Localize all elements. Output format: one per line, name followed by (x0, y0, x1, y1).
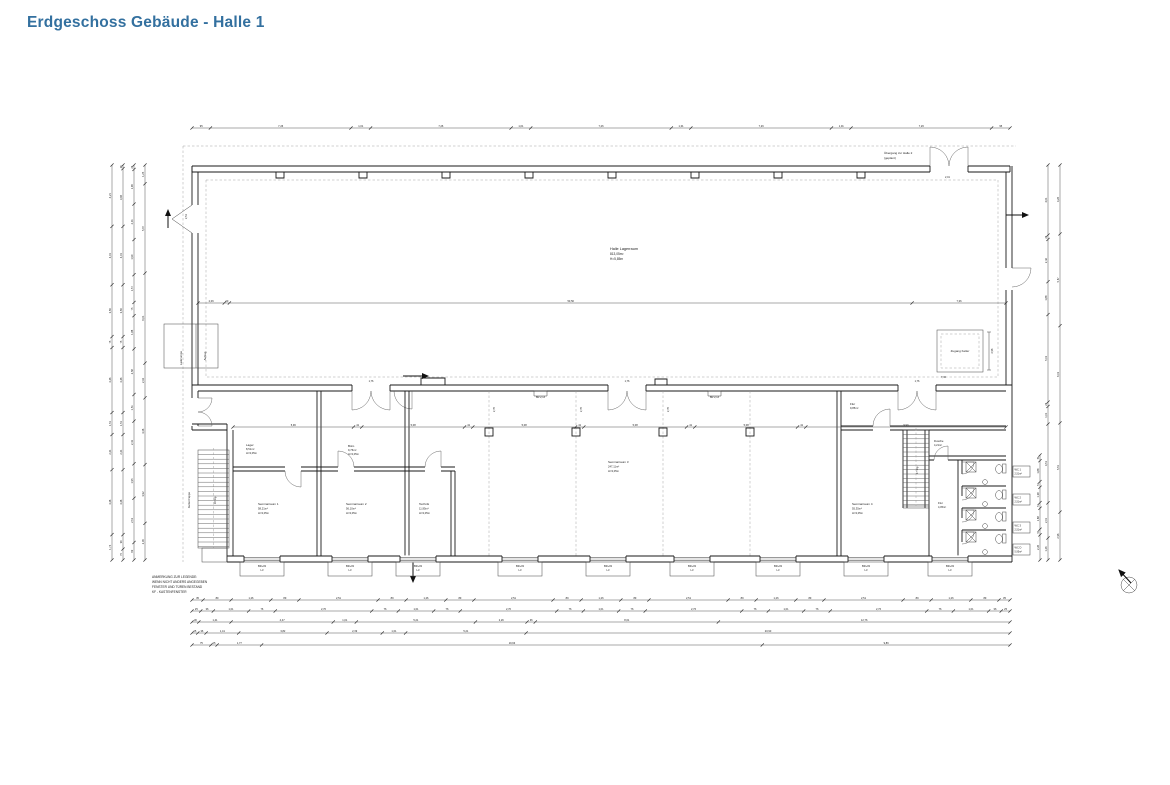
svg-text:H=3,05m: H=3,05m (346, 512, 357, 515)
dim-label: 4,46 (119, 377, 123, 383)
window-label: L3 (776, 569, 780, 572)
dock-right-label: Aufzug (203, 351, 207, 361)
dim-label: 2,96 (1056, 533, 1060, 539)
legend-line1: ANMERKUNG ZUR LEGENDE: (152, 575, 198, 579)
dim-label: 25 (194, 607, 198, 611)
dim-label: 12,76 (860, 618, 868, 622)
dim-label: 75 (199, 641, 203, 645)
window-label: BR+03 (945, 565, 955, 568)
svg-text:H=3,05m: H=3,05m (608, 470, 619, 473)
wc-box-area: 2,51m² (1014, 500, 1022, 504)
dim-label: 36 (529, 618, 533, 622)
wc-annotations (1013, 466, 1030, 555)
svg-text:Dusche: Dusche (934, 439, 944, 443)
svg-text:11,95m²: 11,95m² (419, 507, 429, 511)
dim-label: 2,76 (690, 607, 697, 611)
room-label-sem4 (852, 502, 873, 515)
dim-label: 1,51 (119, 421, 123, 427)
dim-label: 2,41 (119, 449, 123, 455)
dim-label: 2,51 (685, 596, 692, 600)
dim-label: 1,95 (130, 478, 134, 484)
window-label: L3 (260, 569, 264, 572)
dim-label: 25 (212, 641, 216, 645)
room-label-buero (348, 444, 360, 456)
dim-label: 7,26 (758, 124, 764, 128)
svg-text:Büro: Büro (348, 444, 355, 448)
dim-chain-bottom-2 (190, 607, 1011, 613)
dim-label: 4,46 (108, 499, 112, 505)
dim-label: 2,41 (130, 439, 134, 445)
dim-label: 6,01 (1056, 371, 1060, 377)
dim-label: 1,01 (342, 618, 348, 622)
window-label: L3 (606, 569, 610, 572)
dim-label: 1,01 (518, 124, 524, 128)
hall-height: H=5,85m (610, 257, 624, 261)
wc-box-area: 2,51m² (1014, 472, 1022, 476)
dim-label: 35 (1003, 596, 1006, 600)
dim-label: 25 (193, 629, 197, 633)
dim-label: 41 (467, 423, 471, 427)
dim-label: 36 (993, 607, 997, 611)
dim-label: 99 (130, 549, 134, 553)
dim-label: 89 (565, 596, 569, 600)
dim-label: 41 (800, 423, 804, 427)
svg-text:56,10m²: 56,10m² (346, 507, 356, 511)
dim-chain-bottom-1 (190, 596, 1011, 602)
dim-label: 75 (119, 340, 123, 344)
dim-chain-top (190, 124, 1011, 130)
hall-area: 813,05m² (610, 252, 624, 256)
dim-label: 89 (283, 596, 287, 600)
dim-label: 1,26 (773, 596, 779, 600)
window-label: L3 (348, 569, 352, 572)
svg-text:247,11m²: 247,11m² (608, 465, 620, 469)
dim-label: 76 (815, 607, 819, 611)
dim-label: 3,56 (119, 308, 123, 314)
dim-label: 5,51 (1056, 464, 1060, 471)
dim-label: 2,76 (505, 607, 512, 611)
svg-text:Flur: Flur (938, 501, 943, 505)
window-label: BR+03 (861, 565, 871, 568)
dim-label: 41 (689, 423, 693, 427)
dim-label: 4,01 (1044, 197, 1048, 203)
dim-label: 76 (938, 607, 942, 611)
window-label: BR+03 (257, 565, 267, 568)
dim-label: 2,51 (510, 596, 517, 600)
wc-box-label: WC 1 (1014, 468, 1021, 472)
window-label: BR+03 (603, 565, 613, 568)
dim-label: 1,25 (141, 171, 145, 177)
uebergang-note (185, 151, 950, 219)
svg-text:H=3,05m: H=3,05m (258, 512, 269, 515)
dim-label: 1,96 (130, 184, 134, 190)
dim-label: 2,58 (130, 369, 134, 375)
window-label: L3 (948, 569, 952, 572)
dim-label: 1,26 (423, 596, 429, 600)
top-door-dim: 2,01 (945, 176, 950, 179)
stair-left-note: 16 Stg. (214, 496, 217, 504)
dim-label: 5,08 (632, 423, 638, 427)
dim-label: 1,01 (413, 607, 419, 611)
dim-label: 51 (1036, 503, 1040, 507)
svg-text:Lager: Lager (246, 443, 254, 447)
dim-label: 51 (1036, 530, 1040, 534)
dim-label: 36 (205, 607, 209, 611)
zugang-keller (937, 330, 994, 379)
dim-label: 4,01 (119, 253, 123, 259)
dim-label: 2,26 (498, 618, 504, 622)
window-label: BR+03 (515, 565, 525, 568)
dim-label: 2,01 (1044, 517, 1048, 523)
dim-chain-right-1 (1044, 163, 1050, 561)
stair-left-landing (202, 548, 227, 562)
dim-chain-left-1 (108, 163, 114, 561)
room-label-technik (419, 502, 431, 515)
dim-label: 89 (458, 596, 462, 600)
dim-label: 41 (578, 423, 582, 427)
dim-label: 75 (119, 553, 123, 556)
dim-label: 36 (200, 629, 204, 633)
window-label: L3 (690, 569, 694, 572)
dim-label: 1,01 (783, 607, 789, 611)
dim-label: 2,45 (141, 539, 145, 545)
wc-box-area: 2,51m² (1014, 528, 1022, 532)
room-label-dusche (934, 439, 944, 447)
dim-label: 76 (568, 607, 572, 611)
dim-chain-left-2 (119, 163, 125, 561)
svg-text:Flur: Flur (850, 402, 856, 406)
dim-label: 1,88 (1036, 468, 1040, 474)
dim-label: 41 (356, 423, 360, 427)
room-label-sem1 (258, 502, 279, 515)
dim-label: 89 (633, 596, 637, 600)
uebergang-line1: Übergang zur Halle 2 (884, 151, 913, 155)
door-notes (369, 380, 920, 383)
dim-label: 89 (983, 596, 987, 600)
dim-label: 89 (390, 596, 394, 600)
legend-note (152, 575, 208, 594)
dim-label: 1,26 (248, 596, 254, 600)
dim-label: 76 (445, 607, 449, 611)
dim-chain-left-4 (141, 163, 147, 561)
dim-label: 2,51 (130, 517, 134, 523)
wc-box-label: WC 3 (1014, 524, 1021, 528)
wing-windows (240, 555, 972, 576)
br-note-1: BR 2,13 (536, 396, 546, 399)
window-label: BR+03 (687, 565, 697, 568)
dim-label: 75 (108, 340, 112, 344)
dim-label: 9,90 (903, 423, 909, 427)
dim-label: 53,50 (567, 299, 574, 303)
dim-label: 1,26 (598, 596, 604, 600)
dim-label: 35 (196, 596, 199, 600)
dim-label: 2,06 (208, 299, 214, 303)
zk-width: 7,36 (941, 376, 946, 379)
svg-text:Seminarraum 4: Seminarraum 4 (852, 502, 873, 506)
dim-label: 1,01 (391, 629, 397, 633)
dim-chain-right-2 (1056, 163, 1062, 561)
dim-label: 3,92 (141, 491, 145, 497)
uebergang-line2: (geplant) (884, 156, 896, 160)
dim-label: 40 (225, 299, 229, 303)
room-label-flur-wc (938, 501, 946, 509)
dim-label: 1,01 (838, 124, 844, 128)
zk-dim: 2,96 (991, 348, 994, 354)
dim-label: 5,08 (521, 423, 527, 427)
dim-label: 4,26 (1056, 196, 1060, 202)
dim-label: 1,88 (1044, 295, 1048, 301)
window-label: L3 (416, 569, 420, 572)
window-label: L3 (518, 569, 522, 572)
room-label-lager (246, 443, 258, 455)
dim-label: 1,01 (1044, 412, 1048, 418)
dim-label: 89 (915, 596, 919, 600)
dim-label: 1,38 (1036, 492, 1040, 498)
dim-label: 1,99 (130, 254, 134, 260)
dim-label: 89 (215, 596, 219, 600)
dim-label: 1,74 (108, 544, 112, 550)
dim-label: 7,26 (438, 124, 444, 128)
svg-text:1,76: 1,76 (368, 380, 374, 383)
dim-label: 1,41 (212, 618, 218, 622)
dim-label: 25 (119, 165, 123, 169)
wc-box-area: 5,95m² (1014, 550, 1022, 554)
dim-label: 2,01 (130, 219, 134, 225)
columns (485, 391, 754, 556)
svg-text:4,05m²: 4,05m² (938, 506, 947, 509)
legend-line4: KF - KASTENFENSTER (152, 590, 187, 594)
left-door-dim: 2,51 (185, 214, 188, 219)
dim-label: 4,46 (141, 428, 145, 434)
dim-label: 4,46 (108, 377, 112, 383)
svg-text:H=3,05m: H=3,05m (852, 512, 863, 515)
dim-label: 5,96 (290, 423, 296, 427)
svg-text:H=3,05m: H=3,05m (246, 452, 257, 455)
dim-label: 5,08 (410, 423, 416, 427)
svg-text:9,85m²: 9,85m² (850, 407, 859, 410)
svg-text:58,21m²: 58,21m² (258, 507, 268, 511)
dim-label: 4,51 (1044, 460, 1048, 467)
dim-label: 2,26 (1036, 544, 1040, 550)
dim-label: 5,01 (1044, 355, 1048, 361)
loading-dock (164, 324, 218, 368)
dim-label: 6,01 (141, 315, 145, 321)
dim-label: 51 (1036, 482, 1040, 486)
dim-label: 7,26 (598, 124, 604, 128)
col-dim-1: 2,76 (493, 407, 496, 412)
svg-text:55,35m²: 55,35m² (852, 507, 862, 511)
svg-text:H=3,05m: H=3,05m (348, 453, 359, 456)
stair-left-text: Außentreppe (187, 491, 191, 509)
dim-label: 76 (753, 607, 757, 611)
svg-text:H=3,05m: H=3,05m (419, 512, 430, 515)
dim-label: 1,01 (968, 607, 974, 611)
dim-chain-right-3 (1036, 453, 1042, 561)
dim-label: 20,93 (764, 629, 772, 633)
dim-label: 2,32 (141, 377, 145, 383)
dim-label: 2,51 (860, 596, 867, 600)
wc-box-label: WC D (1014, 546, 1022, 550)
dim-chain-left-3 (130, 163, 136, 561)
dim-label: 75 (130, 307, 134, 311)
dim-label: 2,76 (875, 607, 882, 611)
dim-label: 9,86 (883, 641, 889, 645)
window-label: BR+03 (773, 565, 783, 568)
dim-label: 2,42 (1044, 258, 1048, 264)
dim-label: 1,01 (228, 607, 234, 611)
dim-chain-bottom-5 (190, 641, 1011, 647)
dim-label: 4,01 (108, 253, 112, 259)
dim-chain-bottom-4 (190, 629, 1011, 635)
dim-label: 1,01 (358, 124, 364, 128)
reference-lines (183, 146, 1016, 562)
dim-label: 3,96 (119, 194, 123, 201)
dim-label: 1,51 (108, 421, 112, 427)
window-label: BR+03 (345, 565, 355, 568)
room-label-sem2 (346, 502, 367, 515)
dock-left-label: Laderampe (179, 350, 183, 366)
stair-right-note: 17 Stg. (916, 466, 919, 474)
dim-label: 1,01 (598, 607, 604, 611)
page-title: Erdgeschoss Gebäude - Halle 1 (27, 14, 265, 31)
dim-label: 1,57 (130, 286, 134, 292)
north-indicator-icon (1119, 570, 1137, 593)
dim-label: 76 (260, 607, 264, 611)
dim-label: 25 (1004, 607, 1008, 611)
dim-label: 1,51 (130, 405, 134, 411)
dim-label: 1,26 (948, 596, 954, 600)
dim-label: 25 (1044, 402, 1048, 406)
svg-text:1,76: 1,76 (624, 380, 630, 383)
dim-label: 95 (199, 124, 203, 128)
dim-label: 25 (1044, 235, 1048, 239)
room-label-flur-top (850, 402, 858, 410)
svg-text:Seminarraum 2: Seminarraum 2 (346, 502, 367, 506)
dim-label: 1,01 (678, 124, 684, 128)
dim-label: 2,76 (320, 607, 327, 611)
dim-label: 7,36 (956, 299, 962, 303)
dim-label: 89 (808, 596, 812, 600)
dim-label: 2,51 (335, 596, 342, 600)
dim-label: 1,88 (130, 329, 134, 335)
dim-label: 5,21 (413, 618, 419, 622)
dim-label: 2,41 (108, 449, 112, 455)
col-dim-3: 2,76 (667, 407, 670, 412)
zugang-keller-label: Zugang Keller (950, 349, 970, 353)
hall-doors (352, 147, 968, 410)
dim-label: 30 (193, 618, 197, 622)
dim-label: 5,08 (743, 423, 749, 427)
dim-label: 1,41 (219, 629, 225, 633)
svg-text:Seminarraum 1: Seminarraum 1 (258, 502, 279, 506)
svg-text:Seminarraum 3: Seminarraum 3 (608, 460, 629, 464)
dim-label: 89 (740, 596, 744, 600)
room-label-sem3 (608, 460, 629, 473)
dim-label: 5,97 (141, 225, 145, 231)
dim-label: 5,67 (1056, 277, 1060, 283)
dim-label: 99 (119, 540, 123, 544)
dim-label: 76 (630, 607, 634, 611)
svg-text:Technik: Technik (419, 502, 430, 506)
dim-label: 8,01 (624, 618, 630, 622)
dim-label: 2,39 (352, 629, 358, 633)
wc-box-label: WC 2 (1014, 496, 1021, 500)
svg-text:4,21m²: 4,21m² (934, 444, 943, 447)
dim-label: 4,46 (119, 499, 123, 505)
window-label: BR+03 (413, 565, 423, 568)
dim-chain-hall-mid (196, 299, 1007, 305)
col-dim-2: 2,76 (580, 407, 583, 412)
wing-walls (192, 391, 1012, 562)
dim-label: 19,93 (508, 641, 516, 645)
dim-label: 5,21 (463, 629, 469, 633)
legend-line3: FENSTER UND TÜREN BESTAND (152, 585, 203, 589)
dim-label: 7,26 (278, 124, 284, 128)
dim-chain-bottom-3 (190, 618, 1011, 624)
dim-label: 95 (999, 124, 1003, 128)
dim-label: 1,77 (236, 641, 242, 645)
svg-text:1,76: 1,76 (914, 380, 920, 383)
hall-name: Halle Lagerraum (610, 247, 639, 251)
dim-label: 3,56 (108, 308, 112, 314)
dim-label: 1,26 (1044, 546, 1048, 552)
dim-label: 1,88 (1036, 516, 1040, 522)
dim-label: 51 (1036, 456, 1040, 460)
dim-label: 25 (130, 165, 134, 169)
br-note-2: BR 2,13 (710, 396, 720, 399)
dim-label: 7,26 (918, 124, 924, 128)
hall-label (610, 247, 638, 261)
svg-text:9,76m²: 9,76m² (348, 449, 357, 452)
hall-walls (172, 166, 1031, 562)
dim-label: 3,82 (280, 629, 286, 633)
entrance-arrows (168, 210, 1028, 582)
window-label: L3 (864, 569, 868, 572)
dim-label: 4,21 (108, 193, 112, 199)
legend-line2: WENN NICHT ANDERS ANGEGEBEN (152, 580, 208, 584)
dim-label: 76 (383, 607, 387, 611)
dim-label: 4,47 (279, 618, 285, 622)
svg-text:8,51m²: 8,51m² (246, 448, 255, 451)
